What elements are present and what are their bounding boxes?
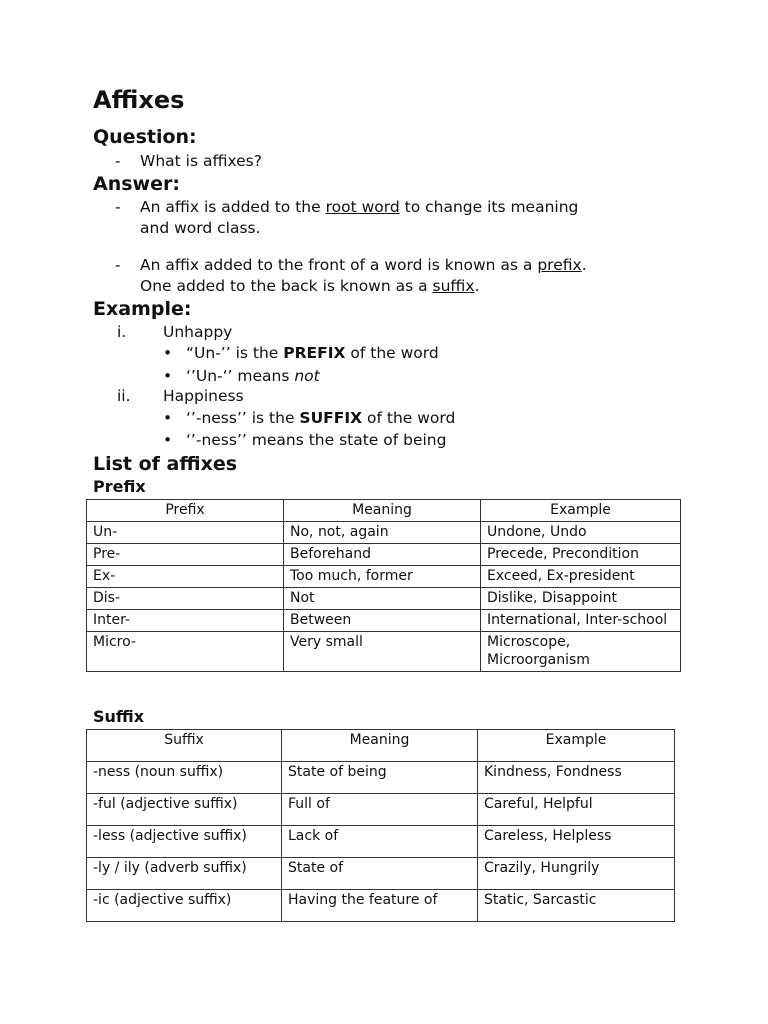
bullet-bold: SUFFIX (299, 409, 363, 427)
example-1-bullet-2 (186, 367, 320, 385)
table-cell: International, Inter-school (481, 610, 681, 632)
answer-paragraph-1-line-2: and word class. (140, 219, 261, 237)
table-row (87, 794, 675, 826)
example-2-bullet-1 (186, 409, 455, 427)
bullet-icon: • (163, 344, 173, 362)
table-header: Suffix (87, 730, 282, 762)
bullet-text: “Un-’’ is the (186, 344, 284, 362)
bullet-icon: • (163, 409, 173, 427)
table-cell: Microscope, Microorganism (481, 632, 681, 672)
table-cell: State of (282, 858, 478, 890)
prefix-heading: Prefix (93, 477, 146, 496)
table-header: Meaning (284, 500, 481, 522)
table-cell: Pre- (87, 544, 284, 566)
bullet-italic: not (294, 367, 320, 385)
table-header-row (87, 730, 675, 762)
table-header: Example (478, 730, 675, 762)
answer-text: . (581, 256, 587, 274)
table-cell: Not (284, 588, 481, 610)
table-cell: Inter- (87, 610, 284, 632)
table-header: Meaning (282, 730, 478, 762)
table-header: Prefix (87, 500, 284, 522)
table-header: Example (481, 500, 681, 522)
answer-dash-1: - (115, 198, 121, 216)
table-cell: Dis- (87, 588, 284, 610)
example-word-2: Happiness (163, 387, 244, 405)
table-cell: Careless, Helpless (478, 826, 675, 858)
example-2-bullet-2: ‘’-ness’’ means the state of being (186, 431, 447, 449)
answer-heading: Answer: (93, 173, 180, 195)
bullet-text: of the word (362, 409, 456, 427)
table-row (87, 522, 681, 544)
bullet-text: of the word (345, 344, 439, 362)
example-word-1: Unhappy (163, 323, 233, 341)
table-cell: Full of (282, 794, 478, 826)
answer-text: to change its meaning (399, 198, 579, 216)
answer-text: One added to the back is known as a (140, 277, 433, 295)
table-cell: Very small (284, 632, 481, 672)
table-cell: -ic (adjective suffix) (87, 890, 282, 922)
table-row (87, 632, 681, 672)
table-cell: Crazily, Hungrily (478, 858, 675, 890)
table-cell: -ly / ily (adverb suffix) (87, 858, 282, 890)
bullet-icon: • (163, 367, 173, 385)
question-heading: Question: (93, 126, 197, 148)
table-cell: Dislike, Disappoint (481, 588, 681, 610)
table-cell: Static, Sarcastic (478, 890, 675, 922)
example-numeral-1: i. (117, 323, 127, 341)
example-numeral-2: ii. (117, 387, 131, 405)
bullet-text: ‘’-ness’’ is the (186, 409, 300, 427)
table-row (87, 610, 681, 632)
list-heading: List of affixes (93, 453, 238, 475)
suffix-heading: Suffix (93, 707, 145, 726)
table-row (87, 544, 681, 566)
table-cell: -ness (noun suffix) (87, 762, 282, 794)
question-dash: - (115, 152, 121, 170)
table-cell: Precede, Precondition (481, 544, 681, 566)
page-title: Affixes (93, 86, 185, 114)
bullet-text: ‘’Un-‘’ means (186, 367, 295, 385)
table-row (87, 858, 675, 890)
example-1-bullet-1 (186, 344, 439, 362)
table-cell: Undone, Undo (481, 522, 681, 544)
suffix-table (86, 729, 675, 922)
bullet-bold: PREFIX (283, 344, 346, 362)
table-cell: Having the feature of (282, 890, 478, 922)
table-row (87, 762, 675, 794)
table-row (87, 890, 675, 922)
answer-text: . (474, 277, 480, 295)
prefix-term: prefix (537, 256, 582, 274)
table-cell: Ex- (87, 566, 284, 588)
table-cell: Too much, former (284, 566, 481, 588)
question-text: What is affixes? (140, 152, 262, 170)
table-cell: Careful, Helpful (478, 794, 675, 826)
answer-text: An affix added to the front of a word is known as a (140, 256, 538, 274)
table-row (87, 588, 681, 610)
table-cell: -less (adjective suffix) (87, 826, 282, 858)
table-cell: Beforehand (284, 544, 481, 566)
answer-dash-2: - (115, 256, 121, 274)
table-cell: -ful (adjective suffix) (87, 794, 282, 826)
table-cell: State of being (282, 762, 478, 794)
answer-paragraph-2 (140, 256, 587, 274)
table-row (87, 826, 675, 858)
table-row (87, 566, 681, 588)
root-word-term: root word (325, 198, 400, 216)
table-cell: Exceed, Ex-president (481, 566, 681, 588)
table-cell: Micro- (87, 632, 284, 672)
bullet-icon: • (163, 431, 173, 449)
answer-paragraph-2-line-2 (140, 277, 480, 295)
table-cell: Lack of (282, 826, 478, 858)
prefix-table (86, 499, 681, 672)
suffix-term: suffix (432, 277, 475, 295)
table-cell: Between (284, 610, 481, 632)
table-cell: Kindness, Fondness (478, 762, 675, 794)
table-cell: Un- (87, 522, 284, 544)
answer-text: An affix is added to the (140, 198, 326, 216)
table-header-row (87, 500, 681, 522)
example-heading: Example: (93, 298, 192, 320)
table-cell: No, not, again (284, 522, 481, 544)
answer-paragraph-1 (140, 198, 578, 216)
